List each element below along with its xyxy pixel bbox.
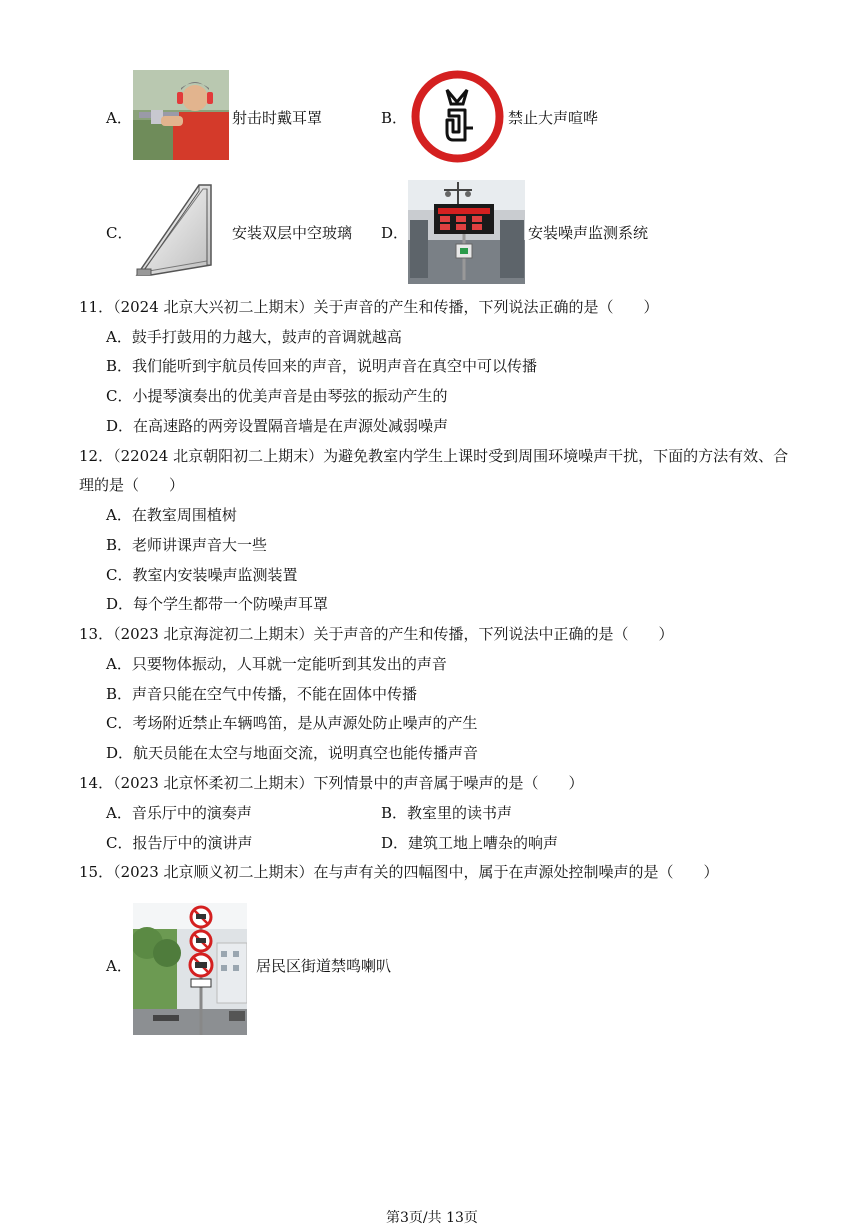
- double-glazed-window-diagram: [133, 183, 215, 277]
- option-text: A．只要物体振动，人耳就一定能听到其发出的声音: [106, 655, 447, 673]
- option-letter: A．: [106, 109, 132, 127]
- option-text: C．小提琴演奏出的优美声音是由琴弦的振动产生的: [106, 387, 448, 405]
- option-text: 禁止大声喧哗: [508, 109, 599, 127]
- question-stem-continued: 理的是（ ）: [79, 476, 185, 494]
- option-text: 安装噪声监测系统: [528, 224, 649, 242]
- option-text: 射击时戴耳罩: [232, 109, 323, 127]
- option-text: C．报告厅中的演讲声: [106, 834, 253, 852]
- option-text: B．声音只能在空气中传播，不能在固体中传播: [106, 685, 418, 703]
- shooter-with-earmuffs-photo: [133, 70, 229, 160]
- option-text: 安装双层中空玻璃: [232, 224, 353, 242]
- option-text: D．建筑工地上嘈杂的响声: [381, 834, 559, 852]
- option-text: A．鼓手打鼓用的力越大，鼓声的音调就越高: [106, 328, 402, 346]
- option-text: C．教室内安装噪声监测装置: [106, 566, 298, 584]
- no-loud-noise-sign: [411, 70, 504, 163]
- option-text: C．考场附近禁止车辆鸣笛，是从声源处防止噪声的产生: [106, 714, 478, 732]
- option-text: D．航天员能在太空与地面交流，说明真空也能传播声音: [106, 744, 479, 762]
- option-letter: A．: [106, 957, 132, 975]
- question-stem: 13．（2023 北京海淀初二上期末）关于声音的产生和传播，下列说法中正确的是（ ）: [79, 625, 674, 643]
- option-text: B．教室里的读书声: [381, 804, 513, 822]
- option-text: D．每个学生都带一个防噪声耳罩: [106, 595, 329, 613]
- question-stem: 15．（2023 北京顺义初二上期末）在与声有关的四幅图中，属于在声源处控制噪声的是（ ）: [79, 863, 719, 881]
- option-text: A．音乐厅中的演奏声: [106, 804, 252, 822]
- page-number: 第3页/共 13页: [386, 1210, 478, 1226]
- option-text: D．在高速路的两旁设置隔音墙是在声源处减弱噪声: [106, 417, 449, 435]
- option-text: B．我们能听到宇航员传回来的声音，说明声音在真空中可以传播: [106, 357, 538, 375]
- question-stem: 14．（2023 北京怀柔初二上期末）下列情景中的声音属于噪声的是（ ）: [79, 774, 584, 792]
- noise-monitor-display-photo: [408, 180, 525, 284]
- no-honking-street-sign-photo: [133, 903, 247, 1035]
- option-text: B．老师讲课声音大一些: [106, 536, 268, 554]
- option-letter: D．: [381, 224, 409, 242]
- option-text: A．在教室周围植树: [106, 506, 237, 524]
- option-text: 居民区街道禁鸣喇叭: [256, 957, 392, 975]
- option-letter: C．: [106, 224, 133, 242]
- question-stem: 12．（22024 北京朝阳初二上期末）为避免教室内学生上课时受到周围环境噪声干扰，下面的方法有效、合: [79, 447, 789, 465]
- option-letter: B．: [381, 109, 408, 127]
- question-stem: 11．（2024 北京大兴初二上期末）关于声音的产生和传播，下列说法正确的是（ ）: [79, 298, 659, 316]
